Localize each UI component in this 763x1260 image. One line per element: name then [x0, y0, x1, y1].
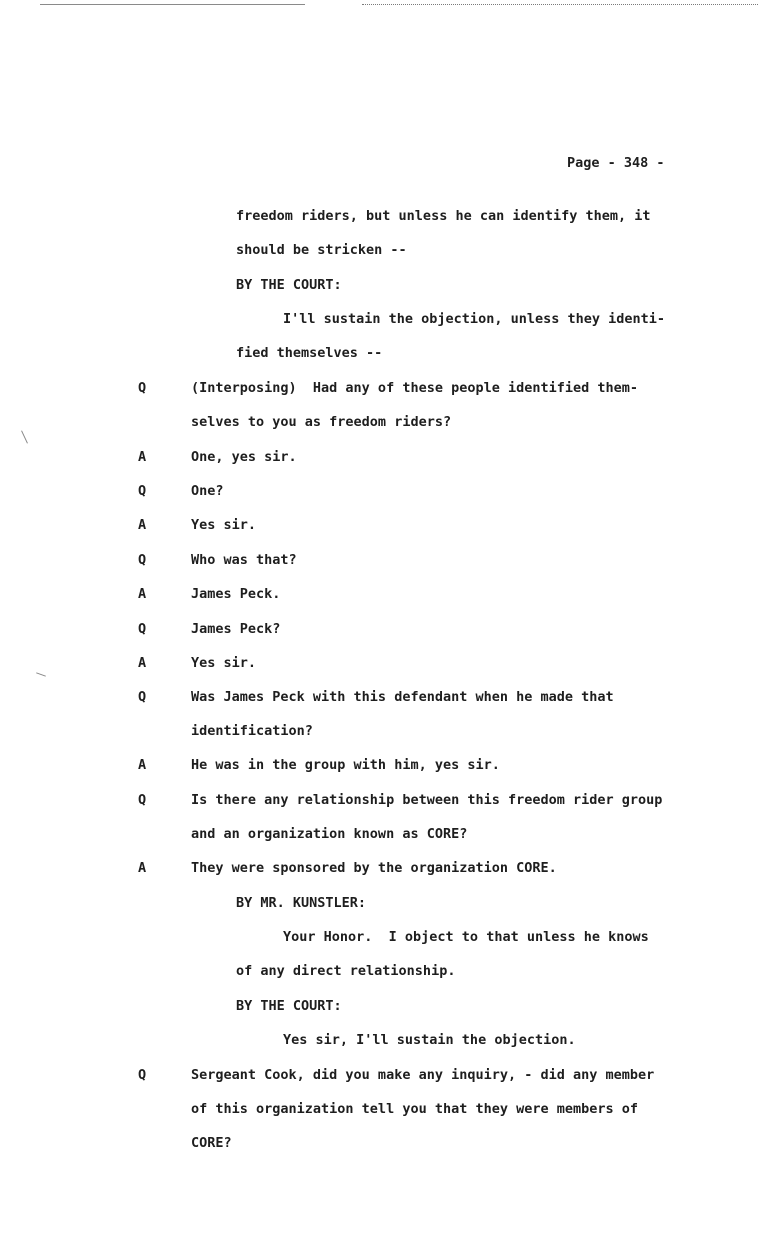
transcript-line: Yes sir, I'll sustain the objection.	[283, 1032, 576, 1048]
transcript-line: Sergeant Cook, did you make any inquiry, - did any member	[191, 1067, 655, 1083]
transcript-line: CORE?	[191, 1135, 232, 1151]
answer-label: A	[138, 860, 147, 876]
answer-label: A	[138, 655, 147, 671]
top-rule-right	[362, 4, 758, 5]
transcript-line: Who was that?	[191, 552, 297, 568]
transcript-line: of this organization tell you that they were members of	[191, 1101, 639, 1117]
transcript-line: identification?	[191, 723, 313, 739]
transcript-line: and an organization known as CORE?	[191, 826, 468, 842]
transcript-line: Is there any relationship between this freedom rider group	[191, 792, 663, 808]
transcript-line: fied themselves --	[236, 345, 383, 361]
question-label: Q	[138, 621, 147, 637]
transcript-line: BY THE COURT:	[236, 998, 342, 1014]
transcript-line: One?	[191, 483, 224, 499]
transcript-line: freedom riders, but unless he can identify them, it	[236, 208, 651, 224]
margin-mark	[21, 430, 28, 443]
transcript-line: James Peck.	[191, 586, 281, 602]
transcript-line: selves to you as freedom riders?	[191, 414, 452, 430]
transcript-line: Your Honor. I object to that unless he knows	[283, 929, 649, 945]
question-label: Q	[138, 483, 147, 499]
transcript-line: James Peck?	[191, 621, 281, 637]
transcript-line: of any direct relationship.	[236, 963, 456, 979]
transcript-line: Yes sir.	[191, 517, 257, 533]
question-label: Q	[138, 552, 147, 568]
question-label: Q	[138, 792, 147, 808]
page-number: Page - 348 -	[567, 155, 665, 171]
transcript-line: I'll sustain the objection, unless they identi-	[283, 311, 666, 327]
transcript-line: BY MR. KUNSTLER:	[236, 895, 367, 911]
transcript-line: should be stricken --	[236, 242, 407, 258]
transcript-line: (Interposing) Had any of these people identified them-	[191, 380, 639, 396]
top-rule-left	[40, 4, 305, 5]
answer-label: A	[138, 586, 147, 602]
answer-label: A	[138, 757, 147, 773]
transcript-line: BY THE COURT:	[236, 277, 342, 293]
transcript-line: He was in the group with him, yes sir.	[191, 757, 500, 773]
transcript-line: Yes sir.	[191, 655, 257, 671]
transcript-line: They were sponsored by the organization CORE.	[191, 860, 557, 876]
question-label: Q	[138, 380, 147, 396]
question-label: Q	[138, 1067, 147, 1083]
transcript-line: One, yes sir.	[191, 449, 297, 465]
answer-label: A	[138, 449, 147, 465]
question-label: Q	[138, 689, 147, 705]
margin-mark	[36, 672, 46, 676]
answer-label: A	[138, 517, 147, 533]
transcript-line: Was James Peck with this defendant when he made that	[191, 689, 614, 705]
